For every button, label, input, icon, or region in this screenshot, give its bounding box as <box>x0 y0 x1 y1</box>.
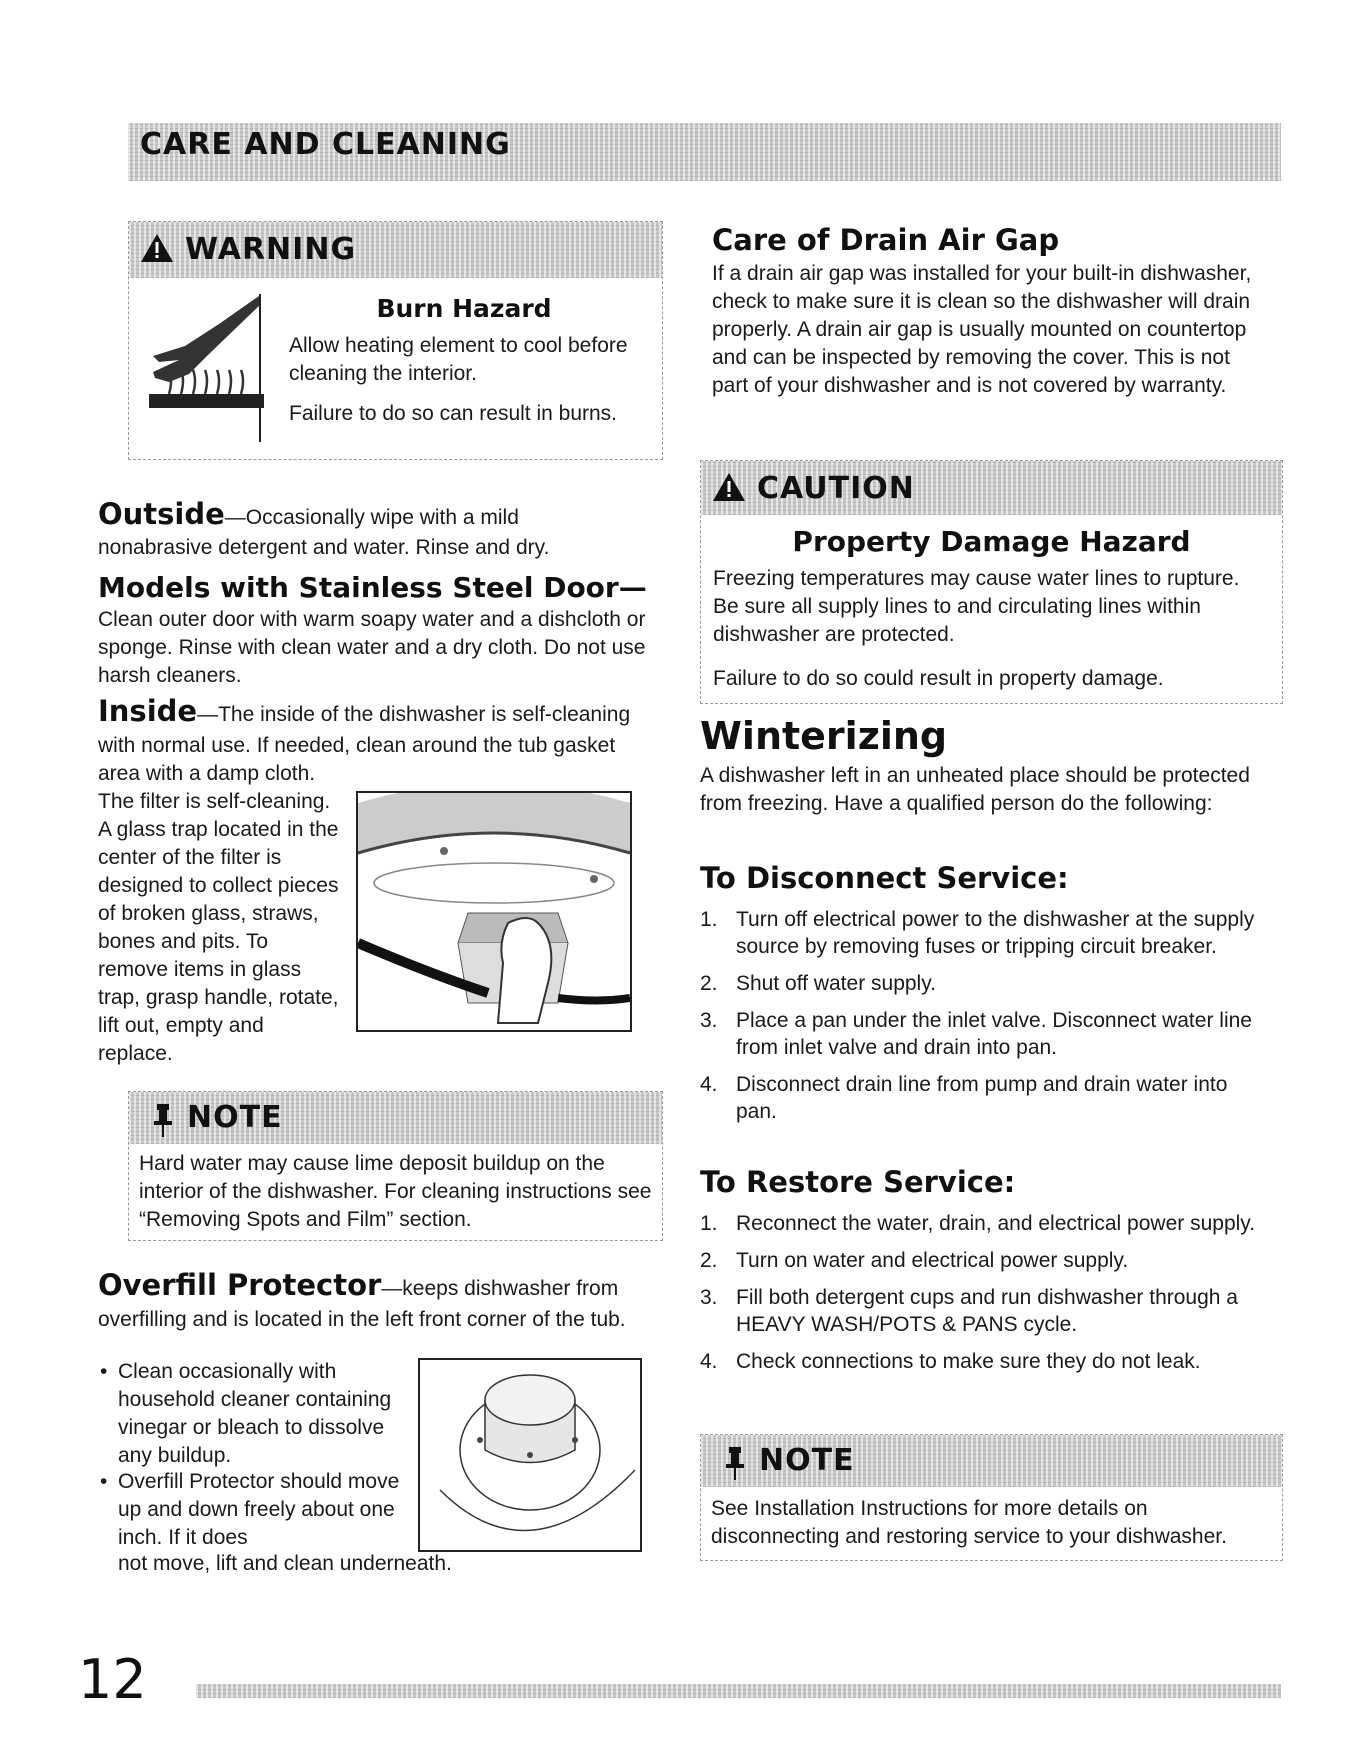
restore-list <box>700 1210 1270 1375</box>
overfill-bullet-2-text: Overfill Protector should move up and down freely about one inch. If it does <box>118 1470 400 1549</box>
note-left-label: NOTE <box>187 1100 283 1135</box>
overfill-heading: Overfill Protector <box>98 1268 382 1302</box>
filter-illustration <box>356 791 632 1032</box>
footer-rule <box>196 1684 1281 1698</box>
warning-text-1: Allow heating element to cool before cleaning the interior. <box>289 334 628 385</box>
winterizing-text: A dishwasher left in an unheated place should be protected from freezing. Have a qualified person do the following: <box>700 764 1250 815</box>
disconnect-item: 2. Shut off water supply. <box>700 972 937 995</box>
disconnect-heading: To Disconnect Service: <box>700 861 1069 895</box>
overfill-bullet-1-text: Clean occasionally with household cleaner containing vinegar or bleach to dissolve any buildup. <box>118 1360 392 1467</box>
stainless-heading: Models with Stainless Steel Door— <box>98 571 647 604</box>
warning-text-2: Failure to do so can result in burns. <box>289 402 618 425</box>
outside-section <box>98 498 658 562</box>
inside-section <box>98 694 663 788</box>
drain-air-gap-text: If a drain air gap was installed for your built-in dishwasher, check to make sure it is clean so the dishwasher will drain properly. A drain air gap is usually mounted on countertop and can be inspected by removing the cover. This is not part of your dishwasher and is not covered by warranty. <box>712 262 1252 397</box>
inside-heading: Inside <box>98 694 198 728</box>
outside-text: nonabrasive detergent and water. Rinse and dry. <box>98 536 550 559</box>
outside-text-inline: —Occasionally wipe with a mild <box>224 506 519 529</box>
note-right-text: See Installation Instructions for more details on disconnecting and restoring service to your dishwasher. <box>711 1497 1227 1548</box>
warning-box <box>128 221 663 460</box>
inside-text-inline: —The inside of the dishwasher is self-cleaning <box>197 703 631 726</box>
caution-text-1: Freezing temperatures may cause water lines to rupture. Be sure all supply lines to and circulating lines within dishwasher are protected. <box>713 567 1240 646</box>
winterizing-heading: Winterizing <box>700 714 948 758</box>
disconnect-item: 3. Place a pan under the inlet valve. Disconnect water line from inlet valve and drain into pan. <box>700 1009 1252 1059</box>
restore-heading: To Restore Service: <box>700 1165 1016 1199</box>
warning-triangle-icon <box>139 232 175 264</box>
overfill-bullet-2: • Overfill Protector should move up and down freely about one inch. If it does <box>98 1468 418 1552</box>
filter-text: The filter is self-cleaning. A glass trap located in the center of the filter is designed to collect pieces of broken glass, straws, bones and pits. To remove items in glass trap, grasp handle, rotate, lift out, empty and replace. <box>98 790 339 1065</box>
outside-heading: Outside <box>98 497 225 531</box>
caution-triangle-icon <box>711 471 747 503</box>
warning-title: Burn Hazard <box>376 294 552 323</box>
drain-air-gap-heading: Care of Drain Air Gap <box>712 223 1060 257</box>
warning-divider <box>259 294 261 442</box>
caution-box <box>700 460 1283 704</box>
disconnect-item: 4. Disconnect drain line from pump and drain water into pan. <box>700 1073 1228 1123</box>
restore-item: 3. Fill both detergent cups and run dishwasher through a HEAVY WASH/POTS & PANS cycle. <box>700 1286 1238 1336</box>
caution-label: CAUTION <box>757 471 915 506</box>
drain-air-gap-section <box>712 220 1272 400</box>
overfill-text: overfilling and is located in the left front corner of the tub. <box>98 1308 626 1331</box>
caution-text-2: Failure to do so could result in property damage. <box>713 667 1164 690</box>
caution-title: Property Damage Hazard <box>792 525 1191 558</box>
winterizing-section <box>700 710 1270 818</box>
note-right-label: NOTE <box>759 1443 855 1478</box>
disconnect-section <box>700 856 1270 1135</box>
overfill-section <box>98 1268 658 1334</box>
note-box-right <box>700 1434 1283 1561</box>
overfill-bullet-2-continued: not move, lift and clean underneath. <box>118 1552 452 1575</box>
stainless-section <box>98 570 658 690</box>
restore-item: 2. Turn on water and electrical power supply. <box>700 1249 1129 1272</box>
inside-text: with normal use. If needed, clean around the tub gasket area with a damp cloth. <box>98 734 616 785</box>
overfill-protector-illustration <box>418 1358 642 1552</box>
warning-label: WARNING <box>185 232 357 267</box>
pushpin-icon <box>149 1102 177 1138</box>
overfill-text-inline: —keeps dishwasher from <box>381 1277 619 1300</box>
hot-surface-hand-icon <box>149 294 264 414</box>
page-number: 12 <box>78 1648 147 1711</box>
disconnect-item: 1. Turn off electrical power to the dishwasher at the supply source by removing fuses or tripping circuit breaker. <box>700 908 1255 958</box>
restore-item: 4. Check connections to make sure they do not leak. <box>700 1350 1201 1373</box>
note-left-text: Hard water may cause lime deposit buildup on the interior of the dishwasher. For cleaning instructions see “Removing Spots and Film” section. <box>139 1152 652 1231</box>
stainless-text: Clean outer door with warm soapy water and a dishcloth or sponge. Rinse with clean water and a dry cloth. Do not use harsh cleaners. <box>98 608 646 687</box>
restore-item: 1. Reconnect the water, drain, and electrical power supply. <box>700 1212 1256 1235</box>
note-box-left <box>128 1091 663 1241</box>
overfill-bullet-1: • Clean occasionally with household cleaner containing vinegar or bleach to dissolve any buildup. <box>98 1358 418 1470</box>
section-title: CARE AND CLEANING <box>140 127 511 162</box>
restore-section <box>700 1160 1270 1385</box>
disconnect-list <box>700 906 1270 1125</box>
pushpin-icon <box>721 1445 749 1481</box>
